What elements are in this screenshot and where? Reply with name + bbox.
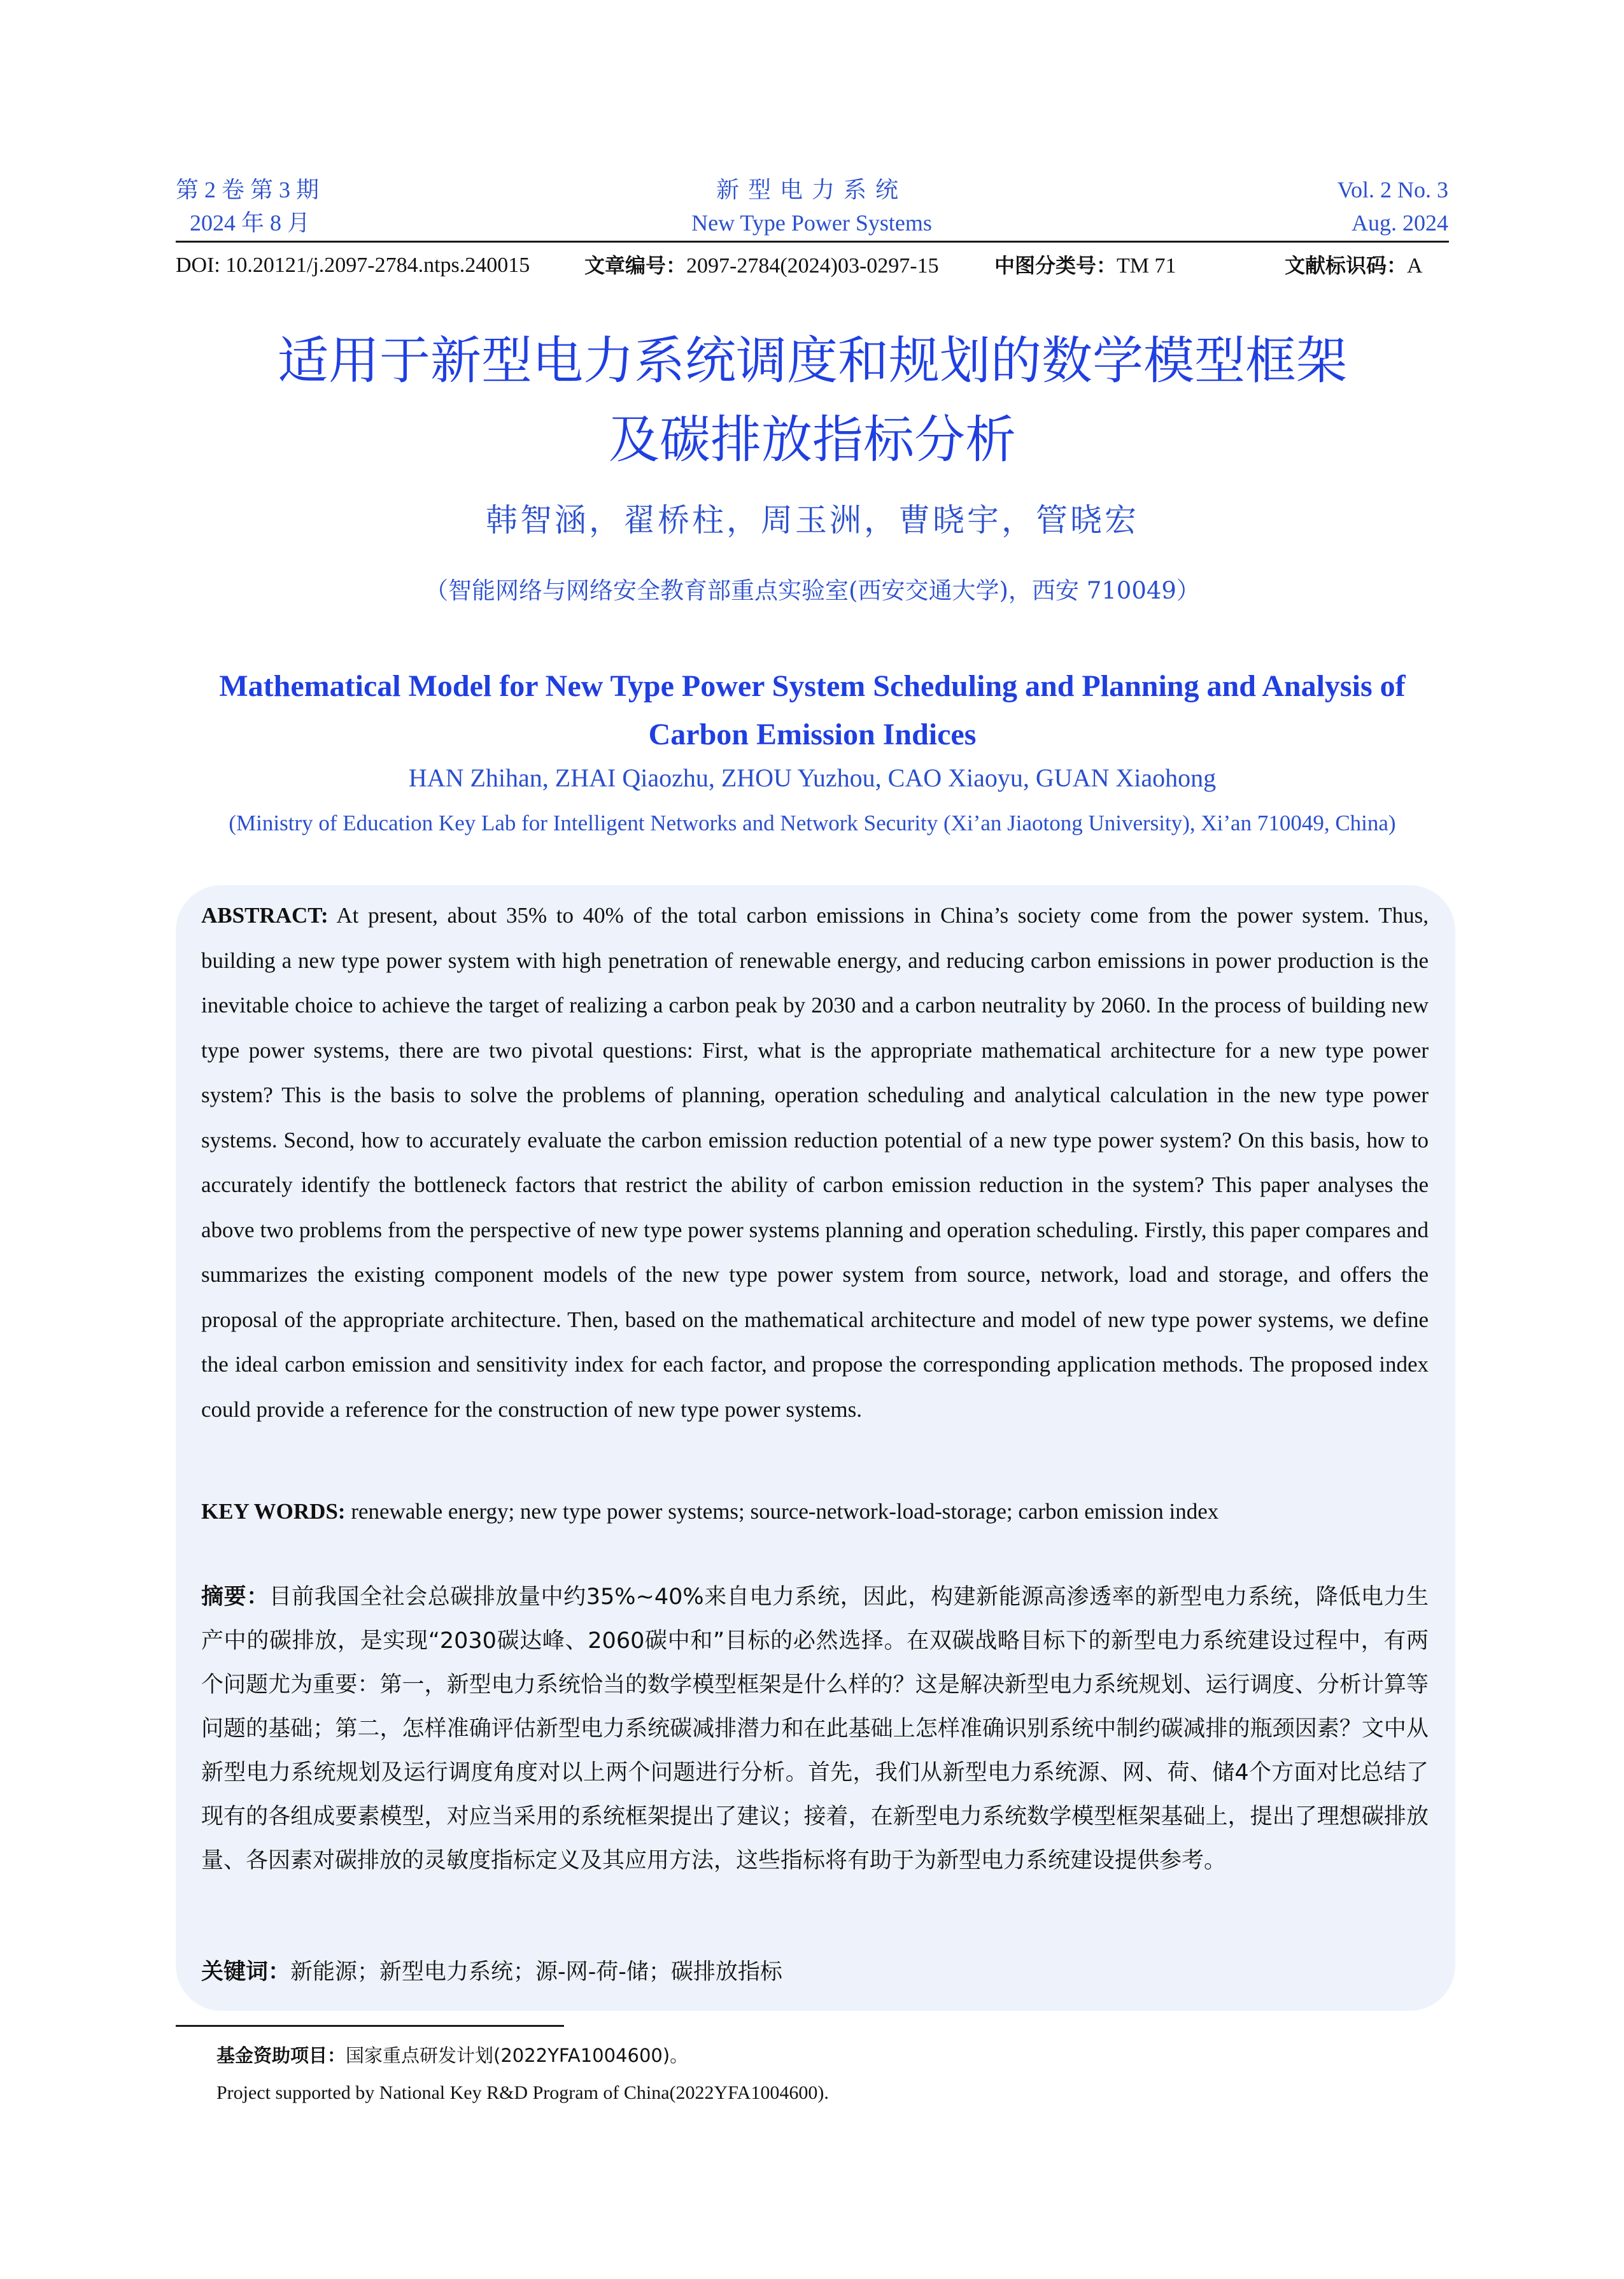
title-en-line2: Carbon Emission Indices — [648, 718, 977, 751]
abstract-en-text: At present, about 35% to 40% of the total carbon emissions in China’s society come from the power system. Thus, building a new type power system with high penetration of renewable energy, and reducing carbon emissions in power production is the inevitable choice to achieve the target of realizing a carbon peak by 2030 and a carbon neutrality by 2060. In the process of building new type power systems, there are two pivotal questions: First, what is the appropriate mathematical architecture for a new type power system? This is the basis to solve the problems of planning, operation scheduling and analytical calculation in the new type power systems. Second, how to accurately evaluate the carbon emission reduction potential of a new type power system? On this basis, how to accurately identify the bottleneck factors that restrict the ability of carbon emission reduction in the system? This paper analyses the above two problems from the perspective of new type power systems planning and operation scheduling. Firstly, this paper compares and summarizes the existing component models of the new type power system from source, network, load and storage, and offers the proposal of the appropriate architecture. Then, based on the mathematical architecture and model of new type power systems, we define the ideal carbon emission and sensitivity index for each factor, and propose the corresponding application methods. The proposed index could provide a reference for the construction of new type power systems. — [201, 903, 1429, 1422]
article-meta-row — [176, 250, 1443, 281]
keywords-en-label: KEY WORDS: — [201, 1499, 346, 1524]
affiliation-en: (Ministry of Education Key Lab for Intelligent Networks and Network Security (Xi’an Jiaotong University), Xi’an 710049, China) — [229, 811, 1396, 835]
header-journal-name — [573, 173, 1050, 239]
abstract-cn-label: 摘要： — [201, 1584, 269, 1610]
affiliation-cn: （智能网络与网络安全教育部重点实验室(西安交通大学)，西安 710049） — [425, 577, 1200, 604]
abstract-cn-text: 目前我国全社会总碳排放量中约35%~40%来自电力系统，因此，构建新能源高渗透率的新型电力系统，降低电力生产中的碳排放，是实现“2030碳达峰、2060碳中和”目标的必然选择。在双碳战略目标下的新型电力系统建设过程中，有两个问题尤为重要：第一，新型电力系统恰当的数学模型框架是什么样的？这是解决新型电力系统规划、运行调度、分析计算等问题的基础；第二，怎样准确评估新型电力系统碳减排潜力和在此基础上怎样准确识别系统中制约碳减排的瓶颈因素？文中从新型电力系统规划及运行调度角度对以上两个问题进行分析。首先，我们从新型电力系统源、网、荷、储4个方面对比总结了现有的各组成要素模型，对应当采用的系统框架提出了建议；接着，在新型电力系统数学模型框架基础上，提出了理想碳排放量、各因素对碳排放的灵敏度指标定义及其应用方法，这些指标将有助于为新型电力系统建设提供参考。 — [201, 1584, 1429, 1873]
keywords-cn-label: 关键词： — [201, 1959, 291, 1985]
authors-en: HAN Zhihan, ZHAI Qiaozhu, ZHOU Yuzhou, CAO Xiaoyu, GUAN Xiaohong — [408, 763, 1217, 792]
journal-name-cn: 新型电力系统 — [716, 177, 907, 202]
footnote-rule — [176, 2025, 564, 2027]
header-volume: 第 2 卷 第 3 期 — [176, 177, 320, 202]
funding-en: Project supported by National Key R&D Program of China(2022YFA1004600). — [216, 2082, 829, 2103]
abstract-cn — [201, 1575, 1429, 1883]
doi: DOI: 10.20121/j.2097-2784.ntps.240015 — [176, 253, 530, 277]
header-date-en: Aug. 2024 — [1352, 210, 1448, 236]
article-number: 文章编号：2097-2784(2024)03-0297-15 — [584, 253, 939, 278]
title-cn-line1: 适用于新型电力系统调度和规划的数学模型框架 — [278, 331, 1347, 390]
abstract-en — [201, 893, 1429, 1432]
authors-cn: 韩智涵，翟桥柱，周玉洲，曹晓宇，管晓宏 — [486, 502, 1139, 539]
header-vol-no — [1338, 173, 1448, 239]
journal-name-en: New Type Power Systems — [691, 210, 932, 236]
keywords-cn — [201, 1952, 1429, 1992]
keywords-en — [201, 1492, 1429, 1531]
header-volume-issue — [176, 173, 319, 239]
paper-title-cn — [176, 322, 1449, 479]
paper-title-en — [176, 662, 1449, 759]
keywords-en-text: renewable energy; new type power systems; source-network-load-storage; carbon emission index — [351, 1499, 1219, 1524]
funding-cn-text: 国家重点研发计划(2022YFA1004600)。 — [346, 2045, 689, 2066]
keywords-cn-text: 新能源；新型电力系统；源-网-荷-储；碳排放指标 — [290, 1959, 782, 1985]
clc-number: 中图分类号：TM 71 — [994, 253, 1176, 278]
header-rule — [176, 241, 1449, 243]
title-cn-line2: 及碳排放指标分析 — [609, 410, 1016, 469]
document-code: 文献标识码：A — [1285, 253, 1423, 278]
funding-cn-label: 基金资助项目： — [216, 2045, 346, 2066]
header-date-cn: 2024 年 8 月 — [190, 210, 311, 236]
header-vol: Vol. 2 No. 3 — [1337, 177, 1448, 202]
abstract-en-label: ABSTRACT: — [201, 903, 328, 928]
funding-cn — [216, 2040, 688, 2071]
title-en-line1: Mathematical Model for New Type Power System Scheduling and Planning and Analysis of — [219, 669, 1406, 703]
